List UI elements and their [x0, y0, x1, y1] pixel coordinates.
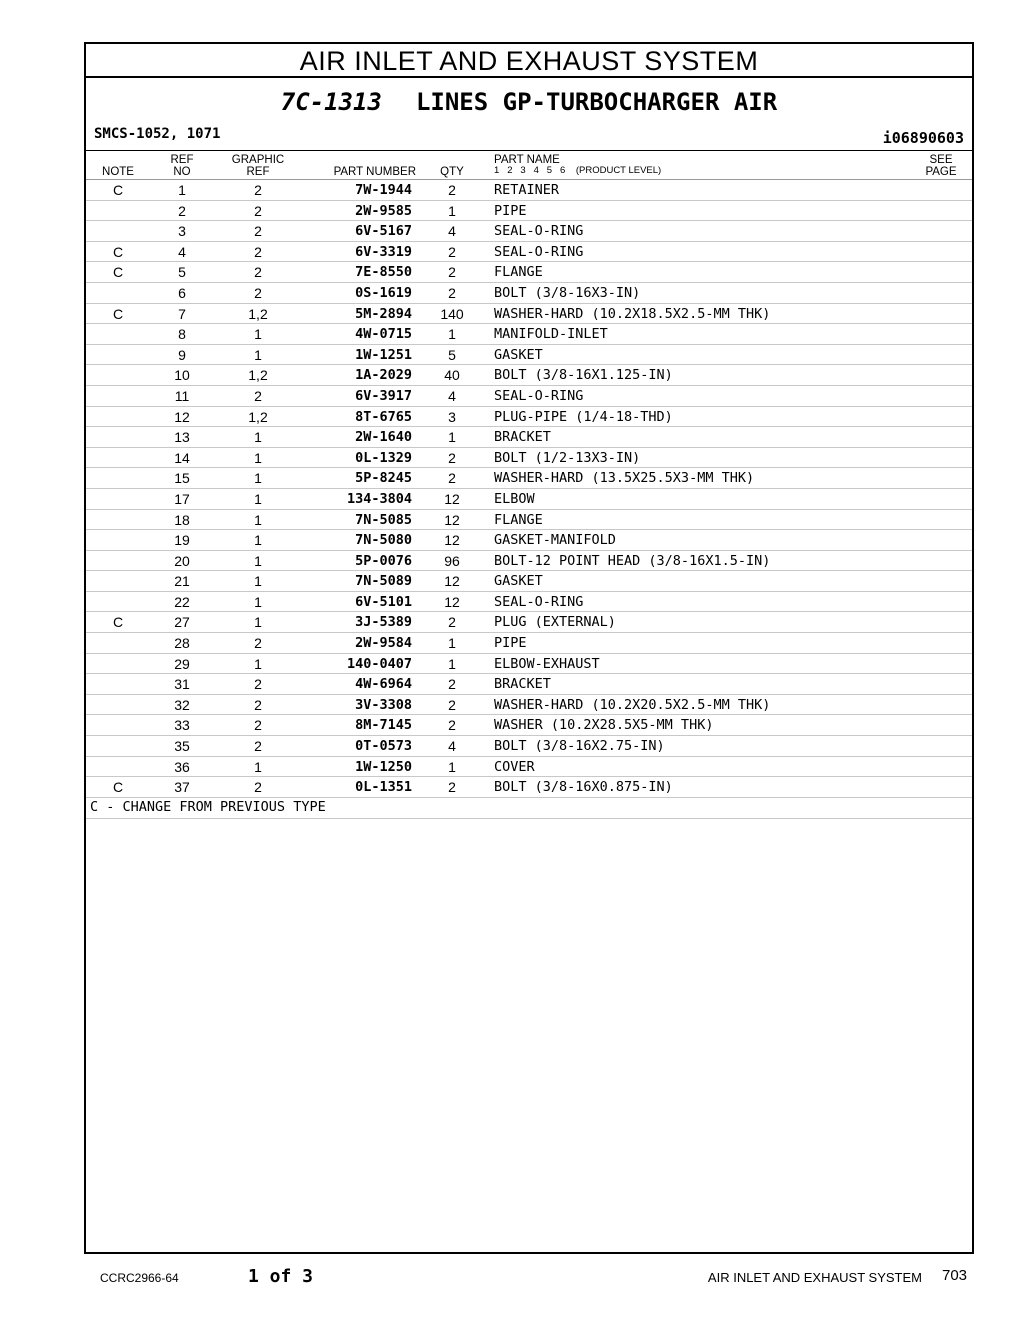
quantity-cell: 1	[448, 202, 456, 219]
part-name-cell: MANIFOLD-INLET	[494, 326, 608, 343]
quantity-cell: 4	[448, 387, 456, 404]
part-number-cell: 0T-0573	[355, 738, 412, 755]
part-name-cell: BOLT (1/2-13X3-IN)	[494, 449, 641, 466]
graphic-ref-cell: 1	[254, 532, 262, 549]
parts-list-frame	[84, 42, 974, 1254]
illustration-id: i06890603	[882, 129, 964, 147]
part-name-cell: PLUG-PIPE (1/4-18-THD)	[494, 408, 673, 425]
header-ref-top: REF	[170, 154, 194, 166]
table-row	[86, 654, 972, 675]
part-number-cell: 6V-3319	[355, 243, 412, 260]
part-name-cell: GASKET	[494, 573, 543, 590]
quantity-cell: 2	[448, 449, 456, 466]
graphic-ref-cell: 1	[254, 346, 262, 363]
note-cell: C	[112, 243, 124, 260]
quantity-cell: 1	[448, 655, 456, 672]
group-title	[86, 86, 972, 118]
part-number-cell: 1W-1250	[355, 758, 412, 775]
quantity-cell: 96	[444, 552, 460, 569]
ref-number-cell: 17	[174, 490, 190, 507]
part-name-cell: COVER	[494, 758, 535, 775]
table-row	[86, 448, 972, 469]
header-see-top: SEE	[929, 154, 953, 166]
part-name-cell: SEAL-O-RING	[494, 387, 584, 404]
quantity-cell: 2	[448, 779, 456, 796]
part-number-cell: 1W-1251	[355, 346, 412, 363]
footer-section: AIR INLET AND EXHAUST SYSTEM	[707, 1270, 922, 1285]
note-cell: C	[112, 779, 124, 796]
part-number-cell: 140-0407	[346, 655, 412, 672]
ref-number-cell: 5	[178, 264, 186, 281]
part-name-cell: GASKET	[494, 346, 543, 363]
quantity-cell: 4	[448, 738, 456, 755]
quantity-cell: 12	[444, 573, 460, 590]
part-number-cell: 8T-6765	[355, 408, 412, 425]
quantity-cell: 2	[448, 696, 456, 713]
table-row	[86, 242, 972, 263]
part-name-cell: BOLT (3/8-16X2.75-IN)	[494, 738, 665, 755]
table-row	[86, 324, 972, 345]
graphic-ref-cell: 1	[254, 655, 262, 672]
part-name-cell: WASHER (10.2X28.5X5-MM THK)	[494, 717, 714, 734]
part-number-cell: 6V-5167	[355, 223, 412, 240]
quantity-cell: 2	[448, 264, 456, 281]
header-product-level: 1 2 3 4 5 6 (PRODUCT LEVEL)	[494, 165, 662, 176]
quantity-cell: 1	[448, 635, 456, 652]
table-row	[86, 633, 972, 654]
quantity-cell: 40	[444, 367, 460, 384]
part-name-cell: FLANGE	[494, 511, 543, 528]
part-name-cell: SEAL-O-RING	[494, 593, 584, 610]
quantity-cell: 2	[448, 243, 456, 260]
table-row	[86, 510, 972, 531]
graphic-ref-cell: 2	[254, 202, 262, 219]
part-name-cell: RETAINER	[494, 182, 560, 198]
part-name-cell: BOLT-12 POINT HEAD (3/8-16X1.5-IN)	[494, 552, 771, 569]
quantity-cell: 3	[448, 408, 456, 425]
table-row	[86, 304, 972, 325]
quantity-cell: 2	[448, 470, 456, 487]
graphic-ref-cell: 2	[254, 779, 262, 796]
part-name-cell: ELBOW-EXHAUST	[494, 655, 600, 672]
part-number-cell: 4W-0715	[355, 326, 412, 343]
ref-number-cell: 28	[174, 635, 190, 652]
part-number-cell: 5P-0076	[355, 552, 412, 569]
header-ref-bottom: NO	[173, 166, 191, 178]
group-name: LINES GP-TURBOCHARGER AIR	[415, 88, 778, 116]
ref-number-cell: 13	[174, 429, 190, 446]
graphic-ref-cell: 2	[254, 243, 262, 260]
quantity-cell: 140	[440, 305, 464, 322]
ref-number-cell: 19	[174, 532, 190, 549]
graphic-ref-cell: 1,2	[248, 305, 268, 322]
part-name-cell: ELBOW	[494, 490, 535, 507]
ref-number-cell: 29	[174, 655, 190, 672]
quantity-cell: 2	[448, 182, 456, 198]
part-name-cell: GASKET-MANIFOLD	[494, 532, 616, 549]
part-number-cell: 6V-5101	[355, 593, 412, 610]
graphic-ref-cell: 1	[254, 593, 262, 610]
part-name-cell: BOLT (3/8-16X3-IN)	[494, 284, 641, 301]
table-row	[86, 571, 972, 592]
ref-number-cell: 4	[178, 243, 186, 260]
ref-number-cell: 35	[174, 738, 190, 755]
ref-number-cell: 15	[174, 470, 190, 487]
part-name-cell: BOLT (3/8-16X0.875-IN)	[494, 779, 673, 796]
part-name-cell: PLUG (EXTERNAL)	[494, 614, 616, 631]
part-number-cell: 2W-1640	[355, 429, 412, 446]
part-name-cell: WASHER-HARD (10.2X18.5X2.5-MM THK)	[494, 305, 771, 322]
graphic-ref-cell: 2	[254, 223, 262, 240]
part-number-cell: 7N-5080	[355, 532, 412, 549]
table-row	[86, 592, 972, 613]
part-number-cell: 7W-1944	[355, 182, 412, 198]
table-row	[86, 757, 972, 778]
table-row	[86, 407, 972, 428]
ref-number-cell: 6	[178, 284, 186, 301]
part-number-cell: 8M-7145	[355, 717, 412, 734]
part-name-cell: BRACKET	[494, 676, 551, 693]
smcs-code: SMCS-1052, 1071	[94, 126, 221, 142]
header-qty: QTY	[440, 166, 464, 178]
ref-number-cell: 27	[174, 614, 190, 631]
ref-number-cell: 22	[174, 593, 190, 610]
quantity-cell: 2	[448, 614, 456, 631]
header-graphic-top: GRAPHIC	[231, 154, 285, 166]
graphic-ref-cell: 1,2	[248, 367, 268, 384]
note-cell: C	[112, 182, 124, 198]
table-row	[86, 283, 972, 304]
part-number-cell: 4W-6964	[355, 676, 412, 693]
header-graphic-bottom: REF	[246, 166, 270, 178]
part-number-cell: 7N-5089	[355, 573, 412, 590]
table-row	[86, 736, 972, 757]
part-name-cell: SEAL-O-RING	[494, 223, 584, 240]
part-name-cell: PIPE	[494, 202, 527, 219]
page-of: 1 of 3	[248, 1266, 314, 1287]
table-row	[86, 551, 972, 572]
part-number-cell: 7N-5085	[355, 511, 412, 528]
ref-number-cell: 10	[174, 367, 190, 384]
table-row	[86, 715, 972, 736]
table-row	[86, 221, 972, 242]
graphic-ref-cell: 2	[254, 635, 262, 652]
quantity-cell: 12	[444, 593, 460, 610]
table-row	[86, 386, 972, 407]
note-cell: C	[112, 614, 124, 631]
ref-number-cell: 36	[174, 758, 190, 775]
part-number-cell: 134-3804	[346, 490, 412, 507]
ref-number-cell: 37	[174, 779, 190, 796]
part-number-cell: 7E-8550	[355, 264, 412, 281]
table-row	[86, 427, 972, 448]
graphic-ref-cell: 1	[254, 552, 262, 569]
graphic-ref-cell: 2	[254, 387, 262, 404]
graphic-ref-cell: 1	[254, 490, 262, 507]
quantity-cell: 12	[444, 511, 460, 528]
graphic-ref-cell: 2	[254, 284, 262, 301]
note-cell: C	[112, 305, 124, 322]
ref-number-cell: 7	[178, 305, 186, 322]
graphic-ref-cell: 2	[254, 264, 262, 281]
table-row	[86, 180, 972, 201]
quantity-cell: 1	[448, 326, 456, 343]
part-number-cell: 1A-2029	[355, 367, 412, 384]
ref-number-cell: 32	[174, 696, 190, 713]
quantity-cell: 1	[448, 429, 456, 446]
ref-number-cell: 2	[178, 202, 186, 219]
table-row	[86, 777, 972, 798]
table-row	[86, 612, 972, 633]
footnote: C - CHANGE FROM PREVIOUS TYPE	[86, 798, 972, 819]
graphic-ref-cell: 1	[254, 326, 262, 343]
document-id: CCRC2966-64	[100, 1271, 179, 1285]
ref-number-cell: 3	[178, 223, 186, 240]
ref-number-cell: 33	[174, 717, 190, 734]
quantity-cell: 12	[444, 490, 460, 507]
header-see-bottom: PAGE	[925, 166, 957, 178]
ref-number-cell: 31	[174, 676, 190, 693]
graphic-ref-cell: 1	[254, 573, 262, 590]
table-row	[86, 365, 972, 386]
ref-number-cell: 18	[174, 511, 190, 528]
quantity-cell: 2	[448, 284, 456, 301]
section-title: AIR INLET AND EXHAUST SYSTEM	[86, 44, 972, 78]
part-name-cell: PIPE	[494, 635, 527, 652]
ref-number-cell: 8	[178, 326, 186, 343]
table-row	[86, 201, 972, 222]
ref-number-cell: 12	[174, 408, 190, 425]
graphic-ref-cell: 1	[254, 470, 262, 487]
part-number-cell: 2W-9584	[355, 635, 412, 652]
table-row	[86, 468, 972, 489]
header-part-name: PART NAME	[494, 154, 560, 166]
graphic-ref-cell: 1	[254, 511, 262, 528]
quantity-cell: 12	[444, 532, 460, 549]
part-number-cell: 5P-8245	[355, 470, 412, 487]
header-part-number: PART NUMBER	[333, 166, 416, 178]
graphic-ref-cell: 2	[254, 182, 262, 198]
quantity-cell: 1	[448, 758, 456, 775]
quantity-cell: 4	[448, 223, 456, 240]
part-number-cell: 5M-2894	[355, 305, 412, 322]
part-number-cell: 0L-1351	[355, 779, 412, 796]
part-number-cell: 0S-1619	[355, 284, 412, 301]
ref-number-cell: 1	[178, 182, 186, 198]
graphic-ref-cell: 2	[254, 676, 262, 693]
table-row	[86, 345, 972, 366]
graphic-ref-cell: 2	[254, 696, 262, 713]
part-number-cell: 2W-9585	[355, 202, 412, 219]
part-name-cell: WASHER-HARD (10.2X20.5X2.5-MM THK)	[494, 696, 771, 713]
ref-number-cell: 11	[174, 387, 190, 404]
part-number-cell: 3J-5389	[355, 614, 412, 631]
table-row	[86, 262, 972, 283]
quantity-cell: 2	[448, 676, 456, 693]
part-name-cell: FLANGE	[494, 264, 543, 281]
graphic-ref-cell: 1,2	[248, 408, 268, 425]
graphic-ref-cell: 1	[254, 449, 262, 466]
part-name-cell: WASHER-HARD (13.5X25.5X3-MM THK)	[494, 470, 755, 487]
ref-number-cell: 14	[174, 449, 190, 466]
part-name-cell: SEAL-O-RING	[494, 243, 584, 260]
note-cell: C	[112, 264, 124, 281]
part-name-cell: BRACKET	[494, 429, 551, 446]
ref-number-cell: 20	[174, 552, 190, 569]
header-divider	[86, 150, 972, 151]
table-row	[86, 695, 972, 716]
part-name-cell: BOLT (3/8-16X1.125-IN)	[494, 367, 673, 384]
ref-number-cell: 21	[174, 573, 190, 590]
ref-number-cell: 9	[178, 346, 186, 363]
table-row	[86, 489, 972, 510]
parts-table-body	[86, 180, 972, 819]
graphic-ref-cell: 1	[254, 429, 262, 446]
part-number-cell: 6V-3917	[355, 387, 412, 404]
graphic-ref-cell: 2	[254, 738, 262, 755]
page-number: 703	[942, 1267, 968, 1284]
graphic-ref-cell: 2	[254, 717, 262, 734]
header-note: NOTE	[102, 166, 134, 178]
graphic-ref-cell: 1	[254, 758, 262, 775]
table-row	[86, 530, 972, 551]
quantity-cell: 5	[448, 346, 456, 363]
part-number-cell: 0L-1329	[355, 449, 412, 466]
quantity-cell: 2	[448, 717, 456, 734]
part-number-cell: 3V-3308	[355, 696, 412, 713]
table-row	[86, 674, 972, 695]
graphic-ref-cell: 1	[254, 614, 262, 631]
group-code: 7C-1313	[280, 88, 382, 116]
